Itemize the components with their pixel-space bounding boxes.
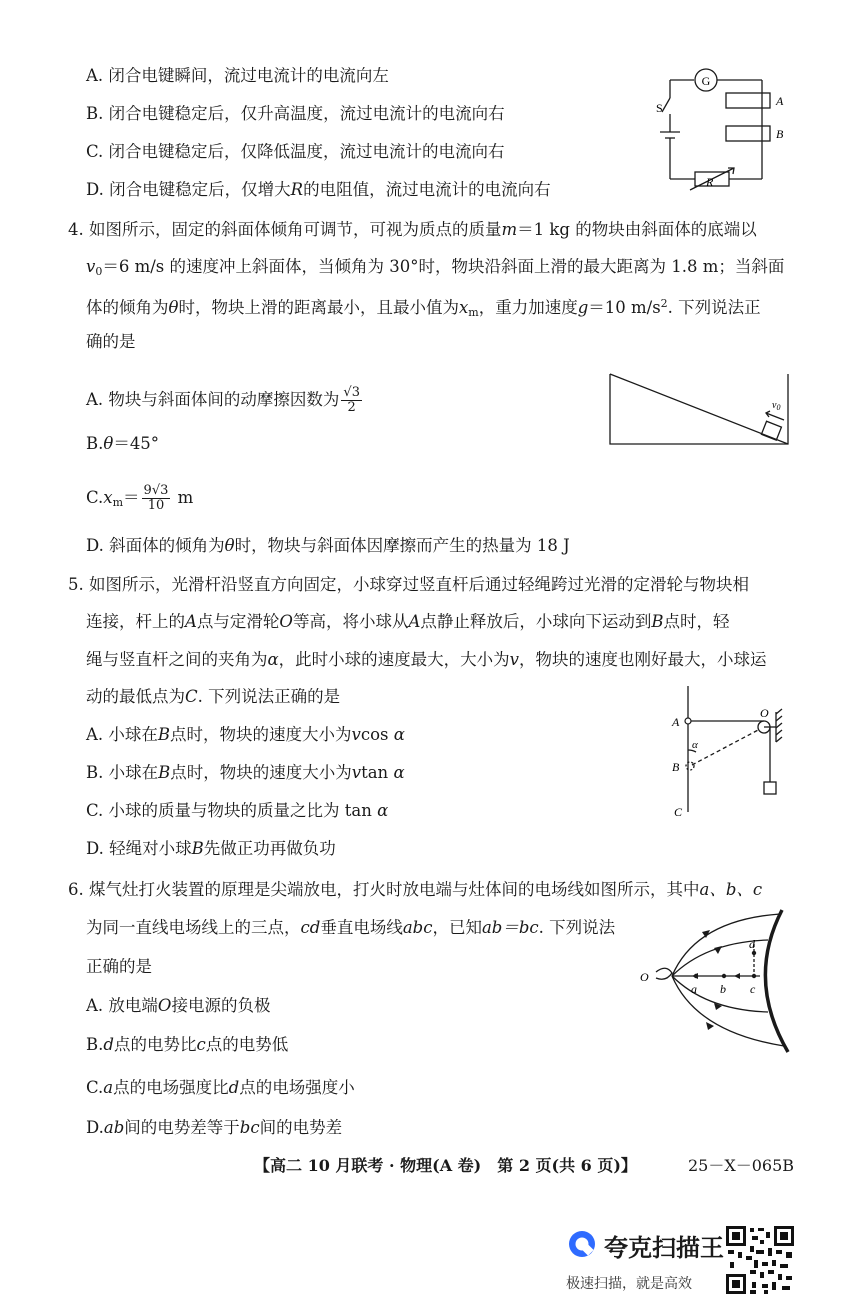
q5-stem-line4: 动的最低点为C. 下列说法正确的是 [86, 687, 341, 706]
q3-option-b: B. 闭合电键稳定后，仅升高温度，流过电流计的电流向右 [86, 104, 505, 123]
q6-field-figure [636, 900, 808, 1058]
q6-stem-line2: 为同一直线电场线上的三点，cd垂直电场线abc，已知ab＝bc. 下列说法 [86, 918, 616, 937]
galvanometer-label: G [701, 74, 711, 88]
qr-code-icon [724, 1224, 796, 1296]
q6-option-a: A. 放电端O接电源的负极 [86, 996, 271, 1015]
q6-stem-line1: 6. 煤气灶打火装置的原理是尖端放电，打火时放电端与灶体间的电场线如图所示，其中a、b、c [68, 880, 763, 899]
plate-b-label: B [776, 127, 784, 141]
q4-option-b: B.θ＝45° [86, 434, 160, 453]
q5-option-c: C. 小球的质量与物块的质量之比为 tan α [86, 801, 389, 820]
q6-option-b: B.d点的电势比c点的电势低 [86, 1035, 289, 1054]
pulley-o-label: O [760, 706, 769, 720]
watermark-slogan: 极速扫描，就是高效 [566, 1276, 692, 1292]
q5-rod-pulley-figure [668, 684, 788, 824]
page-footer-code: 25－X－065B [688, 1156, 795, 1175]
point-b-label: b [720, 982, 726, 996]
q4-option-a: A. 物块与斜面体间的动摩擦因数为 $\frac{√3}{2}$ [86, 385, 360, 415]
switch-label: S [656, 101, 663, 115]
resistor-label: R [706, 175, 714, 189]
quark-scanner-logo-icon [566, 1228, 598, 1260]
angle-alpha-label: α [692, 739, 698, 751]
q5-stem-line2: 连接，杆上的A点与定滑轮O等高，将小球从A点静止释放后，小球向下运动到B点时，轻 [86, 612, 730, 631]
q5-option-d: D. 轻绳对小球B先做正功再做负功 [86, 839, 336, 858]
point-a-label: A [672, 715, 680, 729]
point-a-label: a [691, 982, 697, 996]
q3-circuit-figure [650, 64, 790, 192]
q4-stem-line4: 确的是 [86, 332, 136, 351]
q5-option-a: A. 小球在B点时，物块的速度大小为vcos α [86, 725, 405, 744]
v0-label: $v_0$ [772, 400, 781, 412]
q4-stem-line3: 体的倾角为θ时，物块上滑的距离最小，且最小值为$x_m$，重力加速度g＝10 $m/s^2$. 下列说法正 [86, 297, 761, 319]
q6-stem-line3: 正确的是 [86, 957, 152, 976]
point-c-label: c [750, 982, 756, 996]
page-footer-title: 【高二 10 月联考 · 物理(A 卷) 第 2 页(共 6 页)】 [254, 1156, 637, 1175]
q5-stem-line1: 5. 如图所示，光滑杆沿竖直方向固定，小球穿过竖直杆后通过轻绳跨过光滑的定滑轮与物块相 [68, 575, 749, 594]
q3-option-a: A. 闭合电键瞬间，流过电流计的电流向左 [86, 66, 389, 85]
q5-stem-line3: 绳与竖直杆之间的夹角为α，此时小球的速度最大，大小为v，物块的速度也刚好最大，小球运 [86, 650, 767, 669]
point-c-label: C [674, 805, 683, 819]
q6-option-d: D.ab间的电势差等于bc间的电势差 [86, 1118, 343, 1137]
point-d-label: d [749, 937, 755, 951]
watermark-name: 夸克扫描王 [604, 1234, 724, 1262]
q4-incline-figure [606, 368, 796, 450]
q4-option-c: $C.x_m=$ $\frac{9√3}{10}$ m [86, 483, 194, 513]
q4-stem-line1: 4. 如图所示，固定的斜面体倾角可调节，可视为质点的质量m＝1 kg 的物块由斜面体的底端以 [68, 220, 757, 239]
q3-option-c: C. 闭合电键稳定后，仅降低温度，流过电流计的电流向右 [86, 142, 505, 161]
plate-a-label: A [776, 94, 784, 108]
q4-option-d: D. 斜面体的倾角为θ时，物块与斜面体因摩擦而产生的热量为 18 J [86, 536, 570, 555]
q3-option-d: D. 闭合电键稳定后，仅增大R的电阻值，流过电流计的电流向右 [86, 180, 551, 199]
q5-option-b: B. 小球在B点时，物块的速度大小为vtan α [86, 763, 405, 782]
q6-option-c: C.a点的电场强度比d点的电场强度小 [86, 1078, 355, 1097]
q4-stem-line2: $v_0=6$ m/s 的速度冲上斜面体，当倾角为 30°时，物块沿斜面上滑的最大距离为 1.8 m；当斜面 [86, 257, 785, 278]
point-b-label: B [672, 760, 680, 774]
discharge-o-label: O [640, 970, 649, 984]
